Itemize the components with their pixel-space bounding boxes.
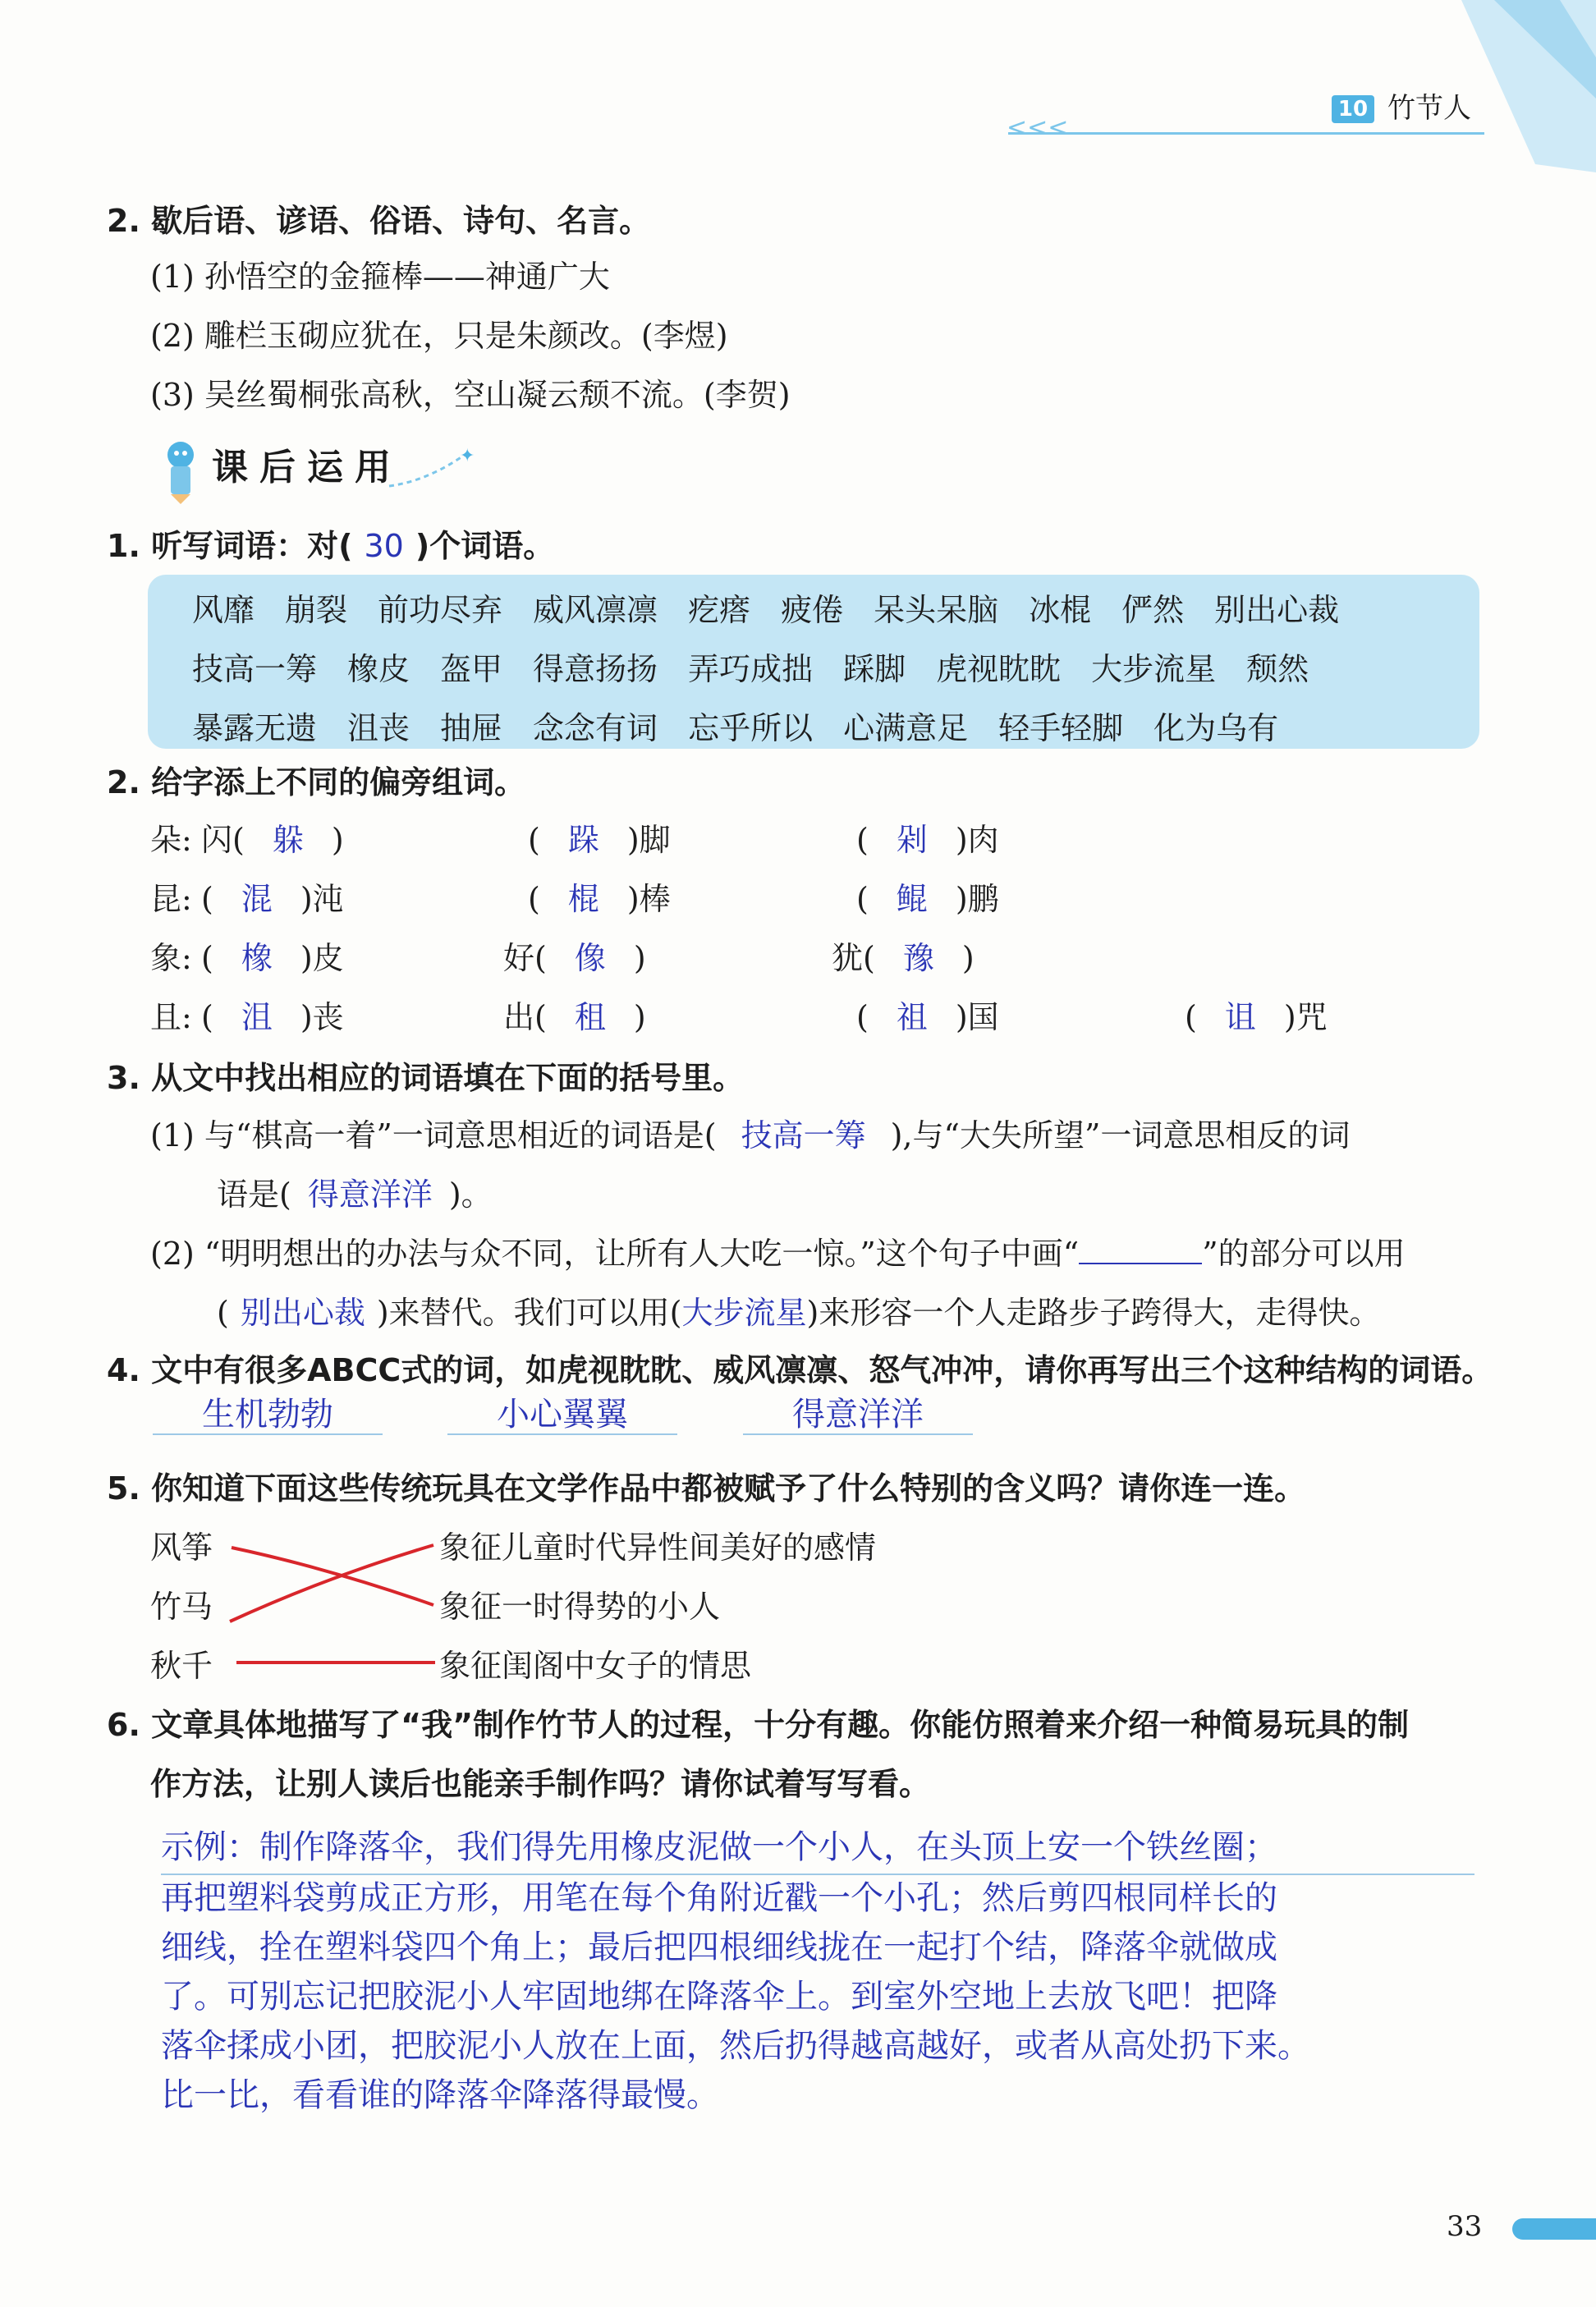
radical-head: 象:: [150, 940, 192, 976]
meaning-2: 象征一时得势的小人: [439, 1589, 721, 1625]
q2-item-2: (2) 雕栏玉砌应犹在，只是朱颜改。(李煜): [150, 318, 728, 354]
header-arrow-chevrons: <<<: [1007, 113, 1069, 142]
page-corner-tab: [1512, 2218, 1596, 2240]
radical-answer: 像: [574, 940, 606, 976]
section-title: 课后运用: [212, 447, 402, 488]
header-arrow-icon: [1008, 132, 1484, 135]
dictation-word: 技高一筹: [192, 651, 318, 687]
radical-cell: ( 混 )沌: [201, 881, 344, 917]
dictation-row: [192, 644, 1369, 703]
radical-cell: 闪( 躲 ): [201, 822, 344, 858]
radical-cell: 好( 像 ): [503, 940, 646, 976]
radical-answer: 豫: [902, 940, 934, 976]
toy-kite: 风筝: [150, 1530, 213, 1566]
radical-answer: 诅: [1224, 999, 1256, 1035]
radical-answer: 混: [241, 881, 273, 917]
dictation-word: 大步流星: [1091, 651, 1217, 687]
radical-cell: ( 棍 )棒: [528, 881, 671, 917]
dictation-word: 虎视眈眈: [936, 651, 1062, 687]
q6-answer: [161, 1824, 1474, 2121]
dictation-words: [192, 585, 1369, 762]
radical-answer: 祖: [896, 999, 928, 1035]
q4-answer-1: 生机勃勃: [153, 1396, 383, 1435]
q3-sentence-2b: ( 别出心裁 )来替代。我们可以用(大步流星)来形容一个人走路步子跨得大，走得快。: [217, 1295, 1381, 1331]
q3-sentence-1: (1) 与“棋高一着”一词意思相近的词语是( 技高一筹 ),与“大失所望”一词意思相反的词: [150, 1117, 1351, 1154]
q2-item-3: (3) 吴丝蜀桐张高秋，空山凝云颓不流。(李贺): [150, 377, 791, 413]
radical-answer: 橡: [241, 940, 273, 976]
radical-cell: ( 剁 )肉: [856, 822, 999, 858]
radical-cell: ( 诅 )咒: [1185, 999, 1328, 1035]
dictation-word: 风靡: [192, 592, 255, 628]
q6-answer-line: 比一比，看看谁的降落伞降落得最慢。: [161, 2076, 719, 2114]
radical-cell: ( 沮 )丧: [201, 999, 344, 1035]
dictation-word: 沮丧: [347, 710, 410, 746]
q6-answer-line: 再把塑料袋剪成正方形，用笔在每个角附近戳一个小孔；然后剪四根同样长的: [161, 1879, 1277, 1917]
q3-sentence-1b: 语是( 得意洋洋 )。: [217, 1176, 493, 1213]
dictation-word: 心满意足: [843, 710, 969, 746]
dictation-word: 俨然: [1121, 592, 1185, 628]
svg-text:✦: ✦: [460, 446, 475, 466]
dictation-title: 1. 听写词语：对( 30 )个词语。: [107, 528, 555, 564]
dictation-word: 呆头呆脑: [874, 592, 999, 628]
dictation-word: 疙瘩: [688, 592, 751, 628]
radical-answer: 跺: [567, 822, 599, 858]
radical-answer: 棍: [567, 881, 599, 917]
dictation-word: 轻手轻脚: [998, 710, 1124, 746]
q3-title: 3. 从文中找出相应的词语填在下面的括号里。: [107, 1060, 745, 1096]
q2-item-1: (1) 孙悟空的金箍棒——神通广大: [150, 259, 610, 295]
corner-decoration: [1396, 0, 1596, 172]
radical-cell: ( 鲲 )鹏: [856, 881, 999, 917]
dictation-word: 崩裂: [285, 592, 348, 628]
dictation-word: 念念有词: [533, 710, 658, 746]
dictation-word: 暴露无遗: [192, 710, 318, 746]
radical-cell: 出( 租 ): [503, 999, 646, 1035]
cartoon-pencil-icon: [153, 435, 210, 504]
radical-answer: 沮: [241, 999, 273, 1035]
q6-answer-line: 细线，拴在塑料袋四个角上；最后把四根细线拢在一起打个结，降落伞就做成: [161, 1929, 1277, 1966]
section-swoosh: [386, 443, 476, 493]
q2-title: 2. 歇后语、谚语、俗语、诗句、名言。: [107, 203, 651, 239]
q4-answer-2: 小心翼翼: [447, 1396, 677, 1435]
q6-title-2: 作方法，让别人读后也能亲手制作吗？请你试着写写看。: [150, 1766, 931, 1802]
q6-title-1: 6. 文章具体地描写了“我”制作竹节人的过程，十分有趣。你能仿照着来介绍一种简易玩具的制: [107, 1707, 1410, 1743]
dictation-word: 颓然: [1246, 651, 1309, 687]
dictation-word: 别出心裁: [1214, 592, 1340, 628]
dictation-word: 化为乌有: [1153, 710, 1279, 746]
radical-answer: 鲲: [896, 881, 928, 917]
dictation-word: 得意扬扬: [533, 651, 658, 687]
meaning-3: 象征闺阁中女子的情思: [439, 1648, 752, 1684]
lesson-badge: 10: [1332, 95, 1374, 123]
dictation-word: 疲倦: [781, 592, 844, 628]
q6-answer-line: 了。可别忘记把胶泥小人牢固地绑在降落伞上。到室外空地上去放飞吧！把降: [161, 1978, 1277, 2016]
radical-answer: 租: [574, 999, 606, 1035]
dictation-word: 弄巧成拙: [688, 651, 814, 687]
dictation-word: 忘乎所以: [688, 710, 814, 746]
dictation-word: 盔甲: [440, 651, 503, 687]
toy-swing: 秋千: [150, 1648, 213, 1684]
radical-head: 朵:: [150, 822, 192, 858]
q3-sentence-2: (2) “明明想出的办法与众不同，让所有人大吃一惊。”这个句子中画“ ”的部分可以用: [150, 1236, 1406, 1272]
dictation-word: 橡皮: [347, 651, 410, 687]
dictation-word: 抽屉: [440, 710, 503, 746]
radical-cell: 犹( 豫 ): [832, 940, 975, 976]
page-number: 33: [1447, 2210, 1483, 2243]
radical-head: 昆:: [150, 881, 192, 917]
q5-title: 5. 你知道下面这些传统玩具在文学作品中都被赋予了什么特别的含义吗？请你连一连。: [107, 1470, 1306, 1507]
radicals-title: 2. 给字添上不同的偏旁组词。: [107, 764, 526, 800]
dictation-word: 威风凛凛: [533, 592, 658, 628]
lesson-title: 竹节人: [1387, 92, 1471, 125]
meaning-1: 象征儿童时代异性间美好的感情: [439, 1530, 877, 1566]
dictation-word: 前功尽弃: [378, 592, 503, 628]
q6-answer-line: 落伞揉成小团，把胶泥小人放在上面，然后扔得越高越好，或者从高处扔下来。: [161, 2027, 1310, 2065]
q6-answer-line: 示例：制作降落伞，我们得先用橡皮泥做一个小人，在头顶上安一个铁丝圈；: [161, 1824, 1474, 1875]
dictation-word: 冰棍: [1029, 592, 1092, 628]
radical-cell: ( 祖 )国: [856, 999, 999, 1035]
radical-answer: 剁: [896, 822, 928, 858]
dictation-row: [192, 703, 1369, 762]
radical-answer: 躲: [272, 822, 304, 858]
q4-answer-3: 得意洋洋: [743, 1396, 973, 1435]
dictation-word: 踩脚: [843, 651, 906, 687]
radical-cell: ( 橡 )皮: [201, 940, 344, 976]
radical-cell: ( 跺 )脚: [528, 822, 671, 858]
dictation-row: [192, 585, 1369, 644]
toy-bamboo-horse: 竹马: [150, 1589, 213, 1625]
radical-head: 且:: [150, 999, 192, 1035]
q4-title: 4. 文中有很多ABCC式的词，如虎视眈眈、威风凛凛、怒气冲冲，请你再写出三个这种结构的词语。: [107, 1352, 1493, 1388]
matching-lines: [213, 1527, 452, 1675]
